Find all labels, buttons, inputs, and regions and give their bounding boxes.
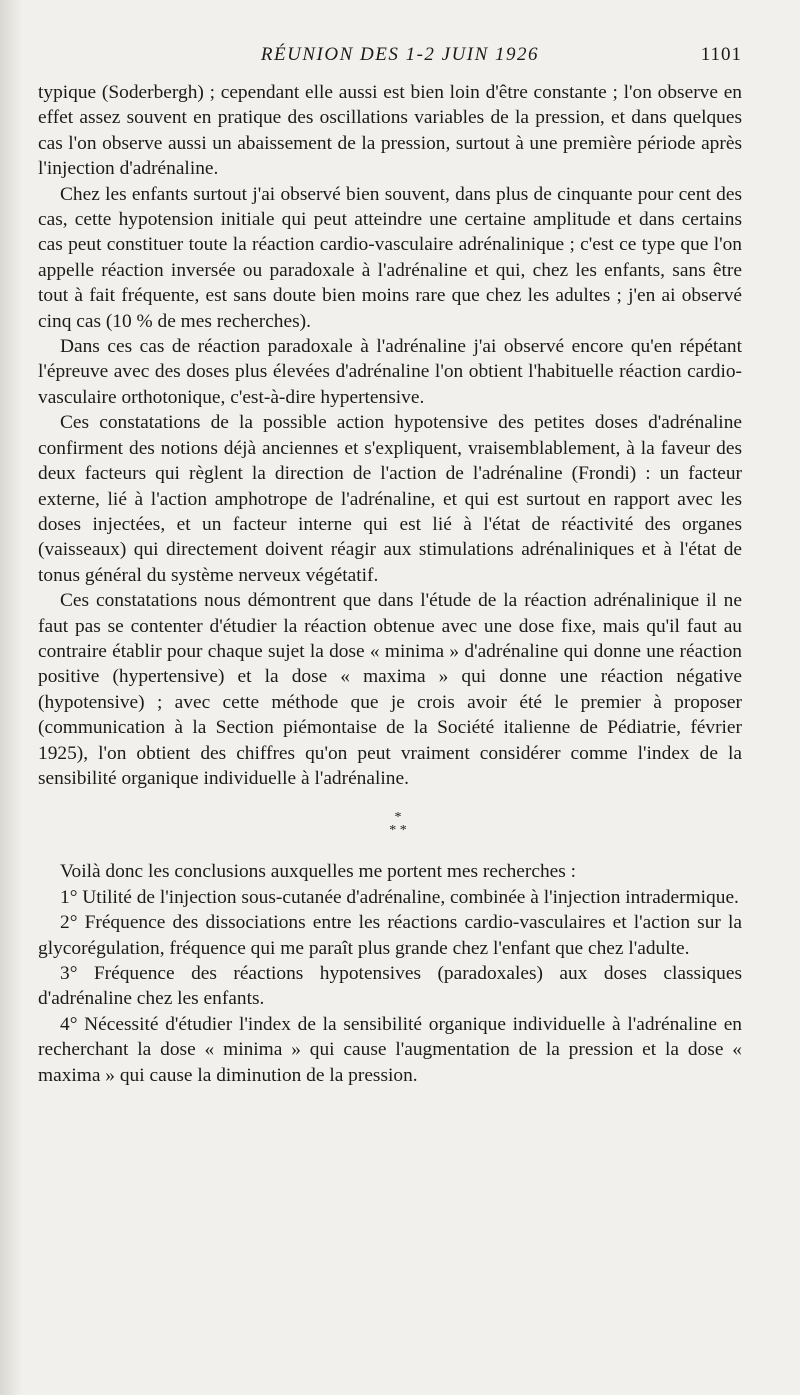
conclusion-item: 4° Nécessité d'étudier l'index de la sensibilité organique individuelle à l'adrénaline en recherchant la dose « minima » qui cause l'augmentation de la pression et la dose « maxima » qui cause la diminution de la pression.: [38, 1013, 742, 1086]
conclusions-intro: Voilà donc les conclusions auxquelles me portent mes recherches :: [60, 861, 577, 883]
page-header: [0, 44, 800, 74]
paragraph: Chez les enfants surtout j'ai observé bien souvent, dans plus de cinquante pour cent des cas, cette hypotension initiale qui peut atteindre une certaine amplitude et dans certains cas peut constituer toute la réaction cardio-vasculaire adrénalinique ; c'est ce type que l'on appelle réaction inversée ou paradoxale à l'adrénaline et qui, chez les enfants, sans être tout à fait fréquente, est sans doute bien moins rare que chez les adultes ; j'en ai observé cinq cas (10 % de mes recherches).: [38, 183, 742, 332]
page-number: 1101: [700, 44, 742, 65]
paragraph: typique (Soderbergh) ; cependant elle aussi est bien loin d'être constante ; l'on observe en effet assez souvent en pratique des oscillations variables de la pression, et dans quelques cas l'on observe aussi un abaissement de la pression, surtout à une première période après l'injection d'adrénaline.: [38, 82, 742, 180]
binding-shadow: [0, 0, 22, 1395]
conclusion-item: 3° Fréquence des réactions hypotensives (paradoxales) aux doses classiques d'adrénaline chez les enfants.: [38, 963, 742, 1010]
paragraph: Ces constatations nous démontrent que dans l'étude de la réaction adrénalinique il ne faut pas se contenter d'étudier la réaction obtenue avec une dose fixe, mais qu'il faut au contraire établir pour chaque sujet la dose « minima » d'adrénaline qui donne une réaction positive (hypertensive) et la dose « maxima » qui donne une réaction négative (hypotensive) ; avec cette méthode que je crois avoir été le premier à proposer (communication à la Section piémontaise de la Société italienne de Pédiatrie, février 1925), l'on obtient des chiffres qu'on peut vraiment considérer comme l'index de la sensibilité organique individuelle à l'adrénaline.: [38, 590, 742, 789]
separator-stars: * *: [389, 823, 407, 839]
section-separator: [38, 811, 742, 837]
paragraph: Ces constatations de la possible action hypotensive des petites doses d'adrénaline confirment des notions déjà anciennes et s'expliquent, vraisemblablement, à la faveur des deux facteurs qui règlent la direction de l'action de l'adrénaline (Frondi) : un facteur externe, lié à l'action amphotrope de l'adrénaline, et qui est surtout en rapport avec les doses injectées, et un facteur interne qui est lié à l'état de réactivité des organes (vaisseaux) qui directement doivent réagir aux stimulations adrénaliniques et à l'état de tonus général du système nerveux végétatif.: [38, 412, 742, 586]
conclusion-item: 1° Utilité de l'injection sous-cutanée d'adrénaline, combinée à l'injection intradermique.: [60, 886, 739, 908]
conclusion-item: 2° Fréquence des dissociations entre les réactions cardio-vasculaires et l'action sur la glycorégulation, fréquence qui me paraît plus grande chez l'enfant que chez l'adulte.: [38, 912, 742, 959]
running-title: RÉUNION DES 1-2 JUIN 1926: [260, 44, 540, 65]
separator-star: *: [394, 810, 402, 826]
paragraph: Dans ces cas de réaction paradoxale à l'adrénaline j'ai observé encore qu'en répétant l'épreuve avec des doses plus élevées d'adrénaline l'on obtient l'habituelle réaction cardio-vasculaire orthotonique, c'est-à-dire hypertensive.: [38, 336, 742, 408]
body-text: [38, 80, 742, 1088]
